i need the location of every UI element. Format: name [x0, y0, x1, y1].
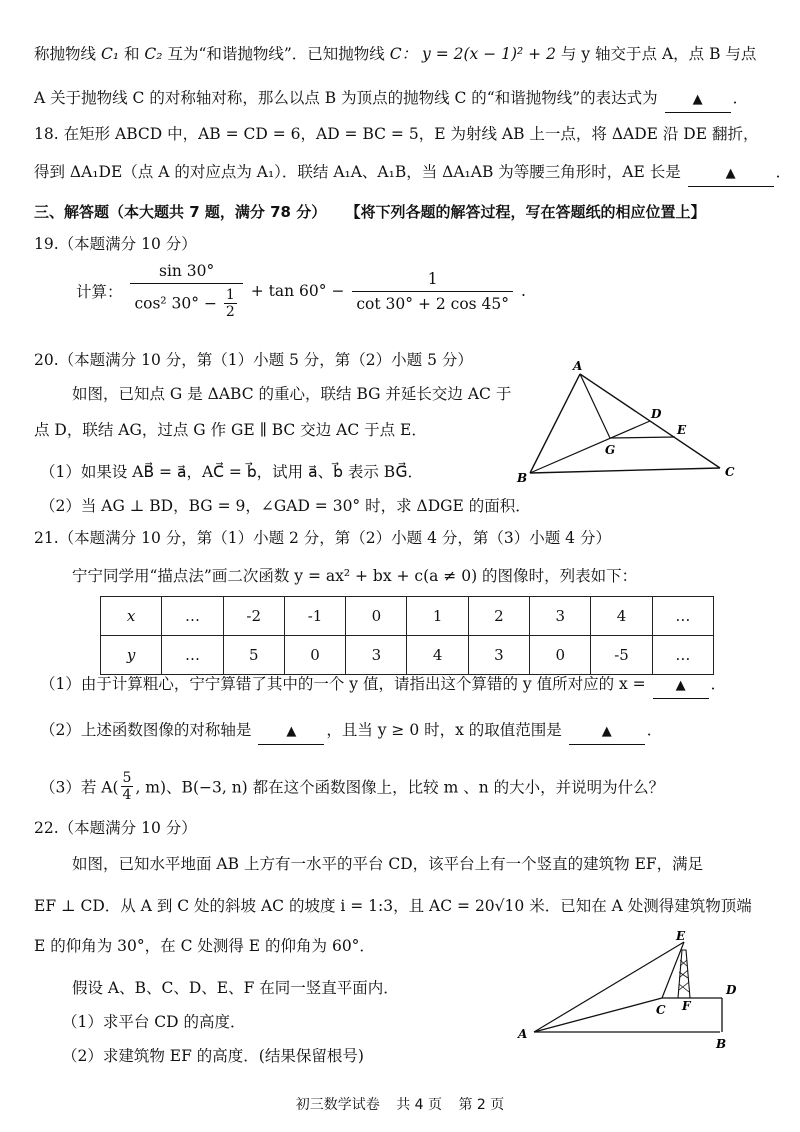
table-cell: 4: [591, 597, 652, 636]
q22-heading: 22.（本题满分 10 分）: [34, 819, 197, 837]
answer-blank-q21-2b[interactable]: [569, 718, 645, 745]
q22-line-4: 假设 A、B、C、D、E、F 在同一竖直平面内．: [72, 979, 399, 997]
slope-ac: [534, 998, 662, 1032]
point-c-label: C: [656, 1003, 666, 1017]
table-cell: …: [652, 636, 713, 675]
value-table: [100, 596, 714, 675]
fraction-five-quarters: $\frac{5}{4}$: [122, 770, 132, 803]
point-e-label: E: [677, 423, 687, 437]
point-b-label: B: [517, 471, 528, 485]
curve-c-label: C：: [389, 45, 418, 63]
answer-marker-icon: ▲: [725, 166, 736, 181]
table-cell: …: [652, 597, 713, 636]
q22-part-1: （1）求平台 CD 的高度．: [62, 1013, 246, 1031]
q19-heading: 19.（本题满分 10 分）: [34, 235, 197, 253]
table-cell: …: [162, 597, 223, 636]
table-cell: 0: [346, 597, 407, 636]
q21-part-2: （2）上述函数图像的对称轴是 ▲ ，且当 y ≥ 0 时，x 的取值范围是 ▲ ．: [40, 718, 760, 745]
table-cell: 0: [530, 636, 591, 675]
q22-slope-figure: [512, 928, 752, 1052]
table-cell: 2: [468, 597, 529, 636]
table-cell: 3: [530, 597, 591, 636]
q22-part-2: （2）求建筑物 EF 的高度．(结果保留根号): [62, 1047, 364, 1065]
footer-total-pages: 共 4 页: [396, 1097, 442, 1113]
table-row-y: [101, 636, 714, 675]
point-e-label: E: [676, 929, 686, 943]
answer-blank-q17[interactable]: [665, 86, 731, 113]
table-cell: 3: [346, 636, 407, 675]
fraction-sin30: sin 30° cos² 30° − $\frac{1}{2}$: [130, 262, 242, 320]
answer-marker-icon: ▲: [601, 724, 612, 739]
q17-line-1: 称抛物线 C₁ 和 C₂ 互为“和谐抛物线”．已知抛物线 C： y = 2(x − 1)² + 2 与 y 轴交于点 A，点 B 与点: [34, 45, 757, 63]
footer-page-number: 第 2 页: [458, 1097, 505, 1113]
q21-heading: 21.（本题满分 10 分，第（1）小题 2 分，第（2）小题 4 分，第（3）小题 4 分）: [34, 529, 611, 547]
table-cell: 4: [407, 636, 468, 675]
q20-part-2: （2）当 AG ⊥ BD，BG = 9，∠GAD = 30° 时，求 ΔDGE 的面积．: [40, 497, 531, 515]
q21-part-3: （3）若 A( $\frac{5}{4}$ , m)、B(−3, n) 都在这个函数图像上，比较 m 、n 的大小，并说明为什么？: [40, 770, 665, 803]
section-3-heading: 三、解答题（本大题共 7 题，满分 78 分） 【将下列各题的解答过程，写在答题纸的相应位置上】: [34, 203, 706, 221]
q20-heading: 20.（本题满分 10 分，第（1）小题 5 分，第（2）小题 5 分）: [34, 351, 473, 369]
q22-line-3: E 的仰角为 30°，在 C 处测得 E 的仰角为 60°．: [34, 937, 375, 955]
point-d-label: D: [726, 983, 737, 997]
table-cell: -5: [591, 636, 652, 675]
table-row-x: [101, 597, 714, 636]
q18-line-1: 18. 在矩形 ABCD 中，AB = CD = 6，AD = BC = 5，E 为射线 AB 上一点，将 ΔADE 沿 DE 翻折，: [34, 125, 759, 143]
q20-line-2: 点 D，联结 AG，过点 G 作 GE ∥ BC 交边 AC 于点 E．: [34, 421, 427, 439]
q20-triangle-figure: [505, 358, 745, 486]
point-d-label: D: [651, 407, 662, 421]
segment-ge: [610, 437, 675, 438]
point-b-label: B: [716, 1037, 727, 1051]
table-cell: -2: [223, 597, 284, 636]
footer-title: 初三数学试卷: [295, 1097, 380, 1113]
answer-marker-icon: ▲: [692, 92, 703, 107]
answer-marker-icon: ▲: [675, 678, 686, 693]
q18-line-2: 得到 ΔA₁DE（点 A 的对应点为 A₁）．联结 A₁A、A₁B，当 ΔA₁AB 为等腰三角形时，AE 长是 ▲ ．: [34, 160, 760, 187]
point-a-label: A: [573, 359, 583, 373]
fraction-one-half: $\frac{1}{2}$: [225, 287, 235, 320]
point-a-label: A: [518, 1027, 528, 1041]
table-cell: 0: [284, 636, 345, 675]
segment-ab: [530, 374, 580, 473]
table-header-x: x: [101, 597, 162, 636]
answer-marker-icon: ▲: [286, 724, 297, 739]
table-cell: 1: [407, 597, 468, 636]
q22-line-2: EF ⊥ CD．从 A 到 C 处的斜坡 AC 的坡度 i = 1:3，且 AC = 20√10 米．已知在 A 处测得建筑物顶端: [34, 897, 752, 915]
point-c-label: C: [725, 465, 735, 479]
sightline-ae: [534, 942, 684, 1032]
answer-blank-q21-1[interactable]: [653, 672, 709, 699]
page-footer: [0, 1094, 800, 1114]
point-g-label: G: [605, 443, 616, 457]
table-cell: 3: [468, 636, 529, 675]
q22-line-1: 如图，已知水平地面 AB 上方有一水平的平台 CD，该平台上有一个竖直的建筑物 EF，满足: [72, 855, 704, 873]
q21-part-1: （1）由于计算粗心，宁宁算错了其中的一个 y 值，请指出这个算错的 y 值所对应的 x = ▲ ．: [40, 672, 760, 699]
c1-label: C₁: [100, 45, 120, 63]
answer-blank-q18[interactable]: [688, 160, 774, 187]
table-cell: -1: [284, 597, 345, 636]
fraction-cot: $\frac{1}{\cot 30^\circ + 2 \cos 45^\circ}$: [352, 270, 513, 313]
answer-blank-q21-2a[interactable]: [258, 718, 324, 745]
q20-line-1: 如图，已知点 G 是 ΔABC 的重心，联结 BG 并延长交边 AC 于: [72, 385, 512, 403]
c2-label: C₂: [144, 45, 163, 63]
segment-bc: [530, 468, 720, 473]
q21-intro: 宁宁同学用“描点法”画二次函数 y = ax² + bx + c(a ≠ 0) 的图像时，列表如下：: [72, 567, 638, 585]
q19-expression: 计算： sin 30° cos² 30° − $\frac{1}{2}$ + tan 60° − $\frac{1}{\cot 30^\circ + 2 \cos 45^\circ}$ .: [76, 262, 526, 320]
parabola-equation: y = 2(x − 1)² + 2: [422, 45, 556, 63]
table-header-y: y: [101, 636, 162, 675]
table-cell: …: [162, 636, 223, 675]
table-cell: 5: [223, 636, 284, 675]
q17-line-2: A 关于抛物线 C 的对称轴对称，那么以点 B 为顶点的抛物线 C 的“和谐抛物线”的表达式为 ▲ ．: [34, 86, 760, 113]
segment-bd: [530, 421, 650, 473]
point-f-label: F: [682, 999, 691, 1013]
q20-part-1: （1）如果设 AB⃗ = a⃗，AC⃗ = b⃗，试用 a⃗、b⃗ 表示 BG⃗．: [40, 463, 423, 481]
